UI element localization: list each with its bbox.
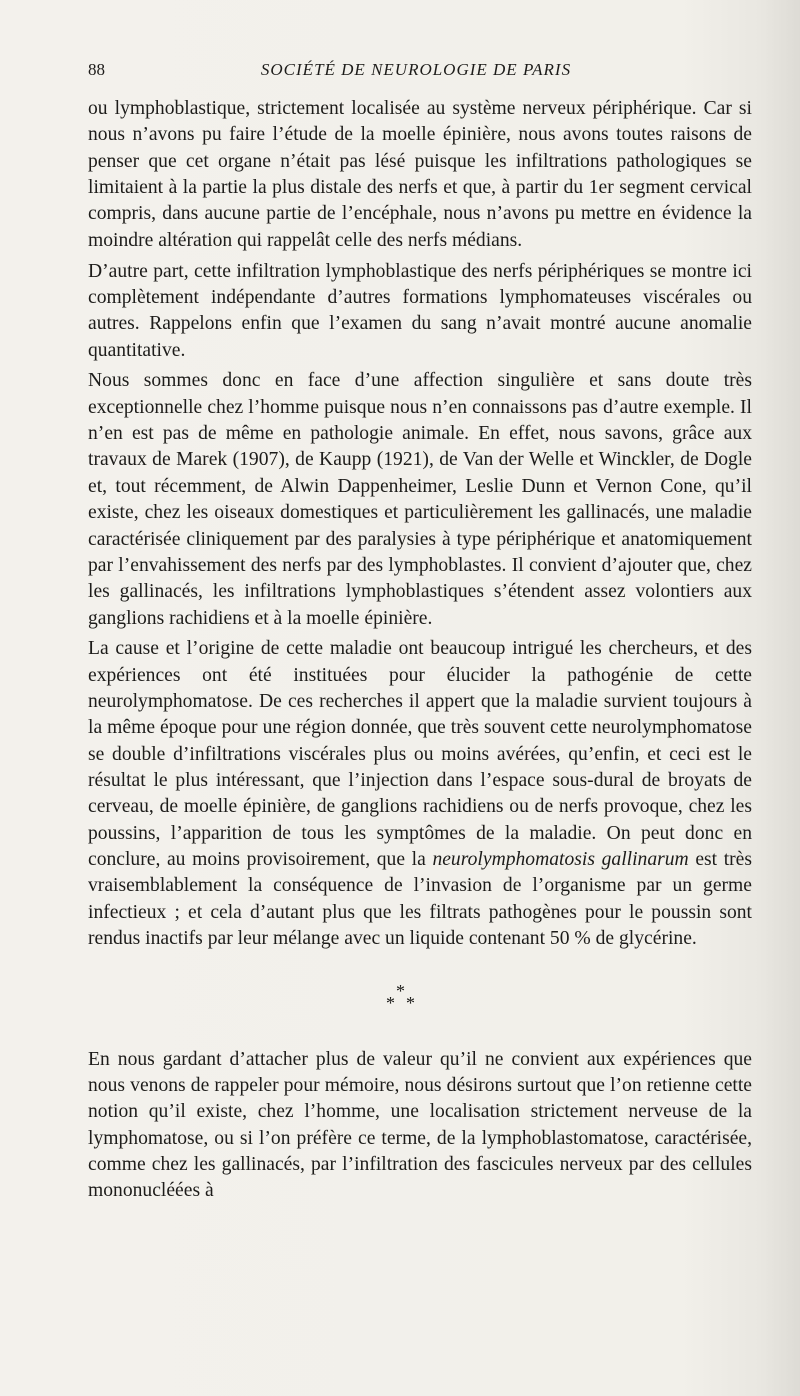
species-name-italic: neurolymphomatosis gallinarum [432, 849, 689, 871]
paragraph-2: D’autre part, cette infiltration lymphoblastique des nerfs périphériques se montre ici complètement indépendante d’autres formations lymphomateuses viscérales ou autres. Rappelons enfin que l’examen du sang n’avait montré aucune anomalie quantitative. [88, 260, 752, 361]
running-title: SOCIÉTÉ DE NEUROLOGIE DE PARIS [260, 60, 572, 79]
paragraph-3: Nous sommes donc en face d’une affection singulière et sans doute très exceptionnelle chez l’homme puisque nous n’en connaissons pas d’autre exemple. Il n’en est pas de même en pathologie animale. En effet, nous savons, grâce aux travaux de Marek (1907), de Kaupp (1921), de Van der Welle et Winckler, de Dogle et, tout récemment, de Alwin Dappenheimer, Leslie Dunn et Vernon Cone, qu’il existe, chez les oiseaux domestiques et particulièrement les gallinacés, une maladie caractérisée cliniquement par des paralysies à type périphérique et anatomiquement par l’envahissement des nerfs par des lymphoblastes. Il convient d’ajouter que, chez les gallinacés, les infiltrations lymphoblastiques s’étendent assez volontiers aux ganglions rachidiens et à la moelle épinière. [88, 370, 752, 629]
paragraph-4-text-b: est très vraisemblablement la conséquence de l’invasion de l’organisme par un germe infectieux ; et cela d’autant plus que les filtrats pathogènes pour le poussin sont rendus inactifs par leur mélange avec un liquide contenant 50 % de glycérine. [88, 849, 753, 950]
paragraph-4 [88, 636, 752, 952]
asterism-star-left: * [386, 992, 395, 1013]
section-break-asterism [88, 971, 752, 1033]
paragraph-4-text-a: La cause et l’origine de cette maladie ont beaucoup intrigué les chercheurs, et des expériences ont été instituées pour élucider la pathogénie de cette neurolymphomatose. De ces recherches il appert que la maladie survient toujours à la même époque pour une région donnée, que très souvent cette neurolymphomatose se double d’infiltrations viscérales plus ou moins avérées, qu’enfin, et ceci est le résultat le plus intéressant, que l’injection dans l’espace sous-dural de broyats de cerveau, de moelle épinière, de ganglions rachidiens ou de nerfs provoque, chez les poussins, l’apparition de tous les symptômes de la maladie. On peut donc en conclure, au moins provisoirement, que la [88, 638, 752, 871]
page-number: 88 [88, 60, 105, 79]
article-body [88, 96, 752, 1205]
asterism-star-right: * [406, 992, 415, 1013]
page-header [88, 60, 724, 86]
paragraph-1: ou lymphoblastique, strictement localisée au système nerveux périphérique. Car si nous n’avons pu faire l’étude de la moelle épinière, nous avons toutes raisons de penser que cet organe n’était pas lésé puisque les infiltrations pathologiques se limitaient à la partie la plus distale des nerfs et que, à partir du 1er segment cervical compris, dans aucune partie de l’encéphale, nous n’avons pu mettre en évidence la moindre altération qui rappelât celle des nerfs médians. [88, 98, 752, 251]
paragraph-5: En nous gardant d’attacher plus de valeur qu’il ne convient aux expériences que nous venons de rappeler pour mémoire, nous désirons surtout que l’on retienne cette notion qu’il existe, chez l’homme, une localisation strictement nerveuse de la lymphomatose, ou si l’on préfère ce terme, de la lymphoblastomatose, caractérisée, comme chez les gallinacés, par l’infiltration des fascicules nerveux par des cellules mononucléées à [88, 1048, 752, 1202]
asterism-star-top: * [396, 980, 405, 1001]
